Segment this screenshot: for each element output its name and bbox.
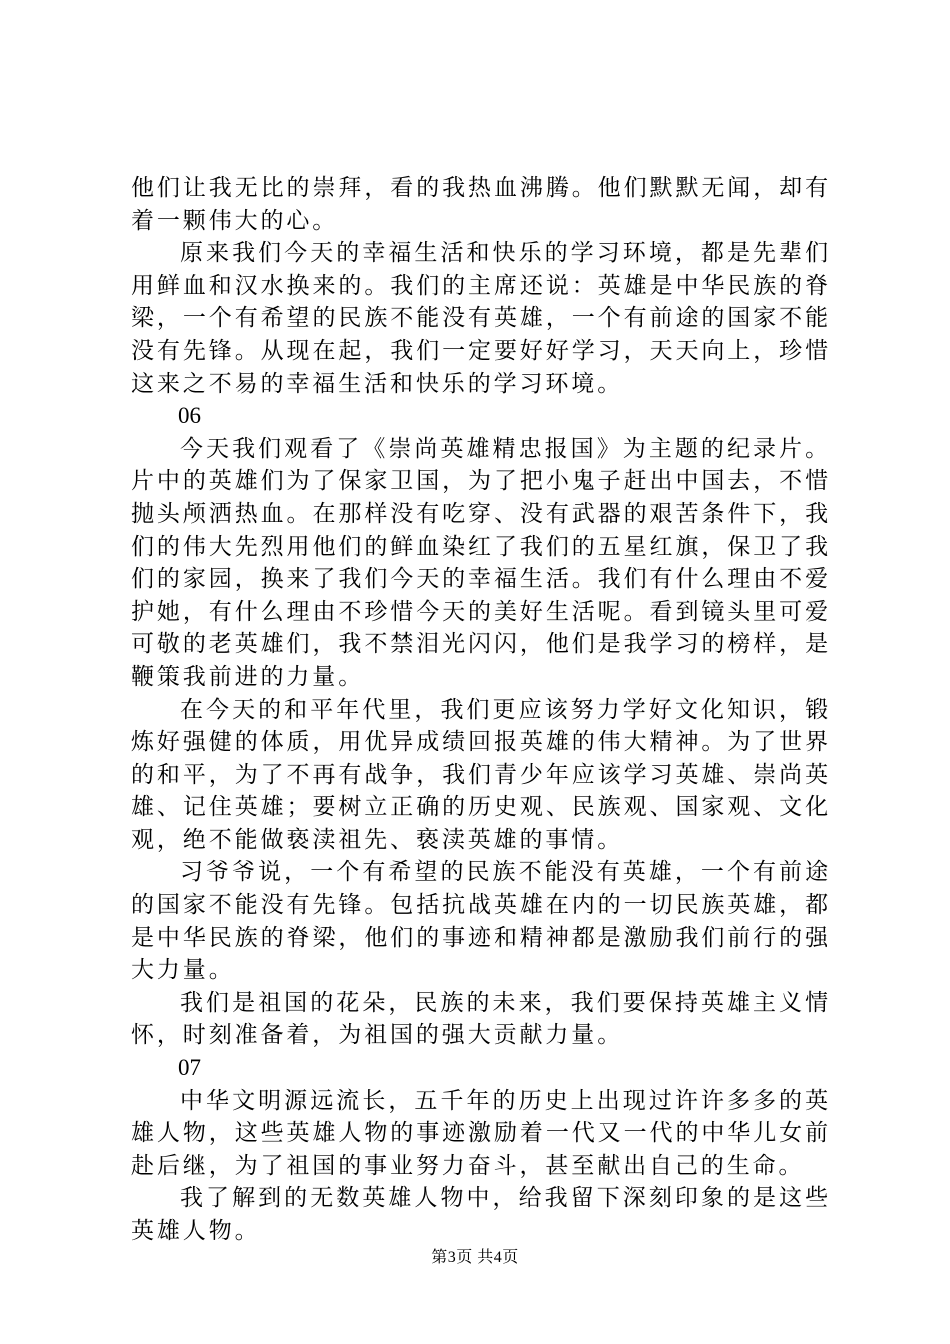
paragraph: 中华文明源远流长，五千年的历史上出现过许许多多的英雄人物，这些英雄人物的事迹激励着一代又一代的中华儿女前赴后继，为了祖国的事业努力奋斗，甚至献出自己的生命。 (131, 1087, 831, 1179)
page-footer: 第3页 共4页 (431, 1249, 519, 1266)
paragraph: 我了解到的无数英雄人物中，给我留下深刻印象的是这些英雄人物。 (131, 1185, 831, 1244)
paragraph: 原来我们今天的幸福生活和快乐的学习环境，都是先辈们用鲜血和汉水换来的。我们的主席还说：英雄是中华民族的脊梁，一个有希望的民族不能没有英雄，一个有前途的国家不能没有先锋。从现在起，我们一定要好好学习，天天向上，珍惜这来之不易的幸福生活和快乐的学习环境。 (131, 240, 831, 397)
paragraph: 在今天的和平年代里，我们更应该努力学好文化知识，锻炼好强健的体质，用优异成绩回报英雄的伟大精神。为了世界的和平，为了不再有战争，我们青少年应该学习英雄、崇尚英雄、记住英雄；要树立正确的历史观、民族观、国家观、文化观，绝不能做亵渎祖先、亵渎英雄的事情。 (131, 696, 831, 853)
document-body (131, 172, 831, 1248)
section-number: 06 (178, 403, 201, 429)
paragraph: 习爷爷说，一个有希望的民族不能没有英雄，一个有前途的国家不能没有先锋。包括抗战英雄在内的一切民族英雄，都是中华民族的脊梁，他们的事迹和精神都是激励我们前行的强大力量。 (131, 859, 831, 984)
paragraph: 今天我们观看了《崇尚英雄精忠报国》为主题的纪录片。片中的英雄们为了保家卫国，为了把小鬼子赶出中国去，不惜抛头颅洒热血。在那样没有吃穿、没有武器的艰苦条件下，我们的伟大先烈用他们的鲜血染红了我们的五星红旗，保卫了我们的家园，换来了我们今天的幸福生活。我们有什么理由不爱护她，有什么理由不珍惜今天的美好生活呢。看到镜头里可爱可敬的老英雄们，我不禁泪光闪闪，他们是我学习的榜样，是鞭策我前进的力量。 (131, 435, 831, 690)
section-number: 07 (178, 1055, 201, 1081)
paragraph: 他们让我无比的崇拜，看的我热血沸腾。他们默默无闻，却有着一颗伟大的心。 (131, 175, 831, 234)
paragraph: 我们是祖国的花朵，民族的未来，我们要保持英雄主义情怀，时刻准备着，为祖国的强大贡献力量。 (131, 989, 831, 1049)
